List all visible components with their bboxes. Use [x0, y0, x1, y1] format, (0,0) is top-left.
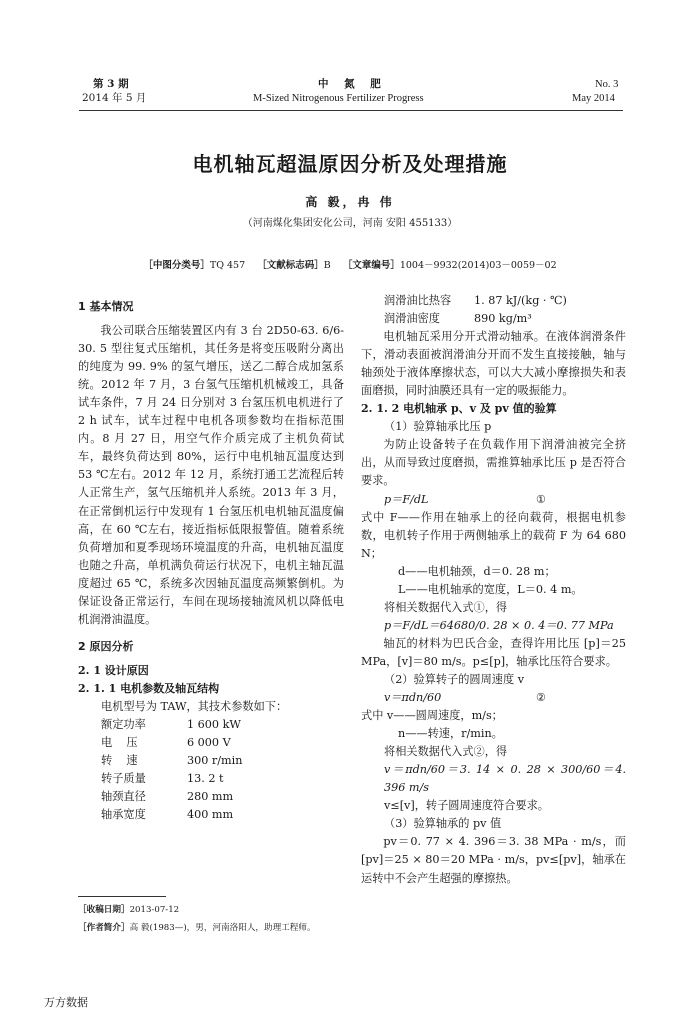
- param-value: 13. 2 t: [187, 772, 224, 786]
- footnote-rule: [78, 896, 166, 897]
- param-value: 6 000 V: [187, 736, 231, 750]
- equation: p＝F/dL: [384, 492, 429, 506]
- param-row: [361, 292, 626, 310]
- issue-date-en: May 2014: [572, 93, 615, 104]
- param-name: 轴颈直径: [101, 790, 146, 804]
- author-affiliation: （河南煤化集团安化公司，河南 安阳 455133）: [242, 218, 458, 229]
- calculation: p＝F/dL＝64680/0. 28 × 0. 4＝0. 77 MPa: [384, 618, 614, 632]
- calculation: v＝πdn/60＝3. 14 × 0. 28 × 300/60＝4. 396 m/s: [384, 763, 626, 795]
- article-no-value: 1004－9932(2014)03－0059－02: [399, 260, 557, 271]
- footnote-received: [78, 904, 179, 916]
- issue-number-en: No. 3: [595, 79, 619, 90]
- issue-date: 2014 年 5 月: [82, 92, 147, 104]
- subsection-heading: 2. 1 设计原因: [78, 663, 149, 677]
- paragraph: 电机轴瓦采用分开式滑动轴承。在液体润滑条件下，滑动表面被润滑油分开而不发生直接接触，轴与轴颈处于液体摩擦状态，可以大大减小摩擦损失和表面磨损，同时油膜还具有一定的吸振能力。: [361, 330, 626, 398]
- check-heading: （3）验算轴承的 pv 值: [384, 817, 502, 831]
- param-row: [78, 734, 344, 752]
- param-value: 300 r/min: [187, 754, 243, 768]
- param-name: 电 压: [101, 736, 138, 750]
- left-column: [78, 292, 344, 824]
- paragraph: 我公司联合压缩装置区内有 3 台 2D50-63. 6/6-30. 5 型往复式压缩机，其任务是将变压吸附分离出的纯度为 99. 9% 的氢气增压，送乙二醇合成加氢系统。2012 年 7 月，3 台氢气压缩机机械竣工，具备试车条件，7 月 24 日分别对 3 台氢压机电机进行了 2 h 试车，试车过程中电机各项参数均在指标范围内。8 月 27 日，用空气作介质完成了主机负荷试车，最终负荷达到 80%，运行中电机轴瓦温度达到 53 ℃左右。2012 年 12 月，系统打通工艺流程后转人正常生产，氢气压缩机并人系统。2013 年 3 月，在正常倒机运行中发现有 1 台氢压机电机轴瓦温度偏高，在 60 ℃左右，接近指标低限报警值。随着系统负荷增加和夏季现场环境温度的升高，电机轴瓦温度也随之升高，单机满负荷运行状况下，电机主轴瓦温度超过 65 ℃，系统多次因轴瓦温度高频繁倒机。为保证设备正常运行，车间在现场接轴流风机以降低电机润滑油温度。: [78, 324, 344, 626]
- footnote-label: ［收稿日期］: [78, 905, 130, 915]
- equation-number: ①: [535, 492, 546, 506]
- subsubsection-heading: 2. 1. 1 电机参数及轴瓦结构: [78, 681, 220, 695]
- paragraph: pv＝0. 77 × 4. 396＝3. 38 MPa · m/s，而 [pv]＝25 × 80＝20 MPa · m/s，pv≤[pv]，轴承在运转中不会产生超强的摩擦热。: [361, 835, 626, 885]
- param-name: 额定功率: [101, 718, 146, 732]
- variable-definition: d——电机轴颈，d＝0. 28 m；: [398, 564, 556, 578]
- param-value: 400 mm: [187, 808, 234, 822]
- journal-title-en: M-Sized Nitrogenous Fertilizer Progress: [253, 93, 424, 104]
- param-name: 转 速: [101, 754, 138, 768]
- section-heading: 2 原因分析: [78, 639, 134, 653]
- paragraph: 为防止设备转子在负载作用下润滑油被完全挤出，从而导致过度磨损，需推算轴承比压 p 是否符合要求。: [361, 438, 626, 488]
- footnote-label: ［作者简介］: [78, 923, 130, 933]
- footnote-value: 2013-07-12: [129, 905, 180, 915]
- subsubsection-heading: 2. 1. 2 电机轴承 p、v 及 pv 值的验算: [361, 402, 557, 416]
- param-value: 280 mm: [187, 790, 234, 804]
- section-heading: 1 基本情况: [78, 300, 134, 313]
- param-row: [78, 752, 344, 770]
- article-authors: 高 毅，冉 伟: [305, 195, 395, 209]
- running-header: [0, 78, 700, 118]
- cls-value: TQ 457: [209, 260, 246, 271]
- equation-2: [361, 689, 626, 707]
- param-value: 890 kg/m³: [474, 312, 532, 326]
- equation-number: ②: [535, 691, 546, 705]
- param-name: 润滑油比热容: [384, 294, 452, 307]
- variable-definition: n——转速，r/min。: [398, 727, 503, 741]
- check-heading: （1）验算轴承比压 p: [384, 420, 492, 434]
- right-column: [361, 292, 626, 888]
- watermark: 万方数据: [44, 996, 88, 1009]
- param-row: [78, 806, 344, 824]
- doc-code-value: B: [323, 260, 331, 271]
- param-name: 轴承宽度: [101, 808, 146, 822]
- param-name: 润滑油密度: [384, 312, 440, 326]
- variable-definition: 式中 F——作用在轴承上的径向载荷，根据电机参数，电机转子作用于两侧轴承上的载荷 F 为 64 680 N；: [361, 510, 626, 560]
- classification-line: [0, 257, 700, 271]
- param-row: [78, 770, 344, 788]
- equation-1: [361, 491, 626, 509]
- variable-definition: 式中 v——圆周速度，m/s；: [361, 709, 503, 723]
- paragraph: 将相关数据代入式①，得: [384, 600, 508, 614]
- param-row: [78, 788, 344, 806]
- paragraph: 轴瓦的材料为巴氏合金，查得许用比压 [p]＝25 MPa，[v]＝80 m/s。p≤[p]，轴承比压符合要求。: [361, 636, 626, 668]
- check-heading: （2）验算转子的圆周速度 v: [384, 672, 525, 686]
- cls-label: ［中图分类号］: [143, 260, 210, 271]
- paragraph: v≤[v]，转子圆周速度符合要求。: [384, 799, 549, 813]
- header-rule: [79, 110, 623, 111]
- param-row: [78, 716, 344, 734]
- paragraph: 电机型号为 TAW，其技术参数如下：: [101, 699, 288, 713]
- footnote-value: 高 毅(1983—)，男，河南洛阳人，助理工程师。: [129, 923, 316, 933]
- journal-title-cn: 中 氮 肥: [318, 78, 387, 90]
- param-row: [361, 310, 626, 328]
- param-value: 1 600 kW: [187, 718, 241, 732]
- issue-number: 第 3 期: [93, 78, 129, 90]
- paragraph: 将相关数据代入式②，得: [384, 745, 508, 759]
- doc-code-label: ［文献标志码］: [257, 260, 324, 271]
- variable-definition: L——电机轴承的宽度，L＝0. 4 m。: [398, 582, 583, 596]
- param-value: 1. 87 kJ/(kg · ℃): [474, 294, 567, 307]
- equation: v＝πdn/60: [384, 691, 442, 705]
- footnote-author: [78, 922, 316, 934]
- article-no-label: ［文章编号］: [342, 260, 400, 271]
- param-name: 转子质量: [101, 772, 146, 786]
- article-title: 电机轴瓦超温原因分析及处理措施: [192, 152, 508, 176]
